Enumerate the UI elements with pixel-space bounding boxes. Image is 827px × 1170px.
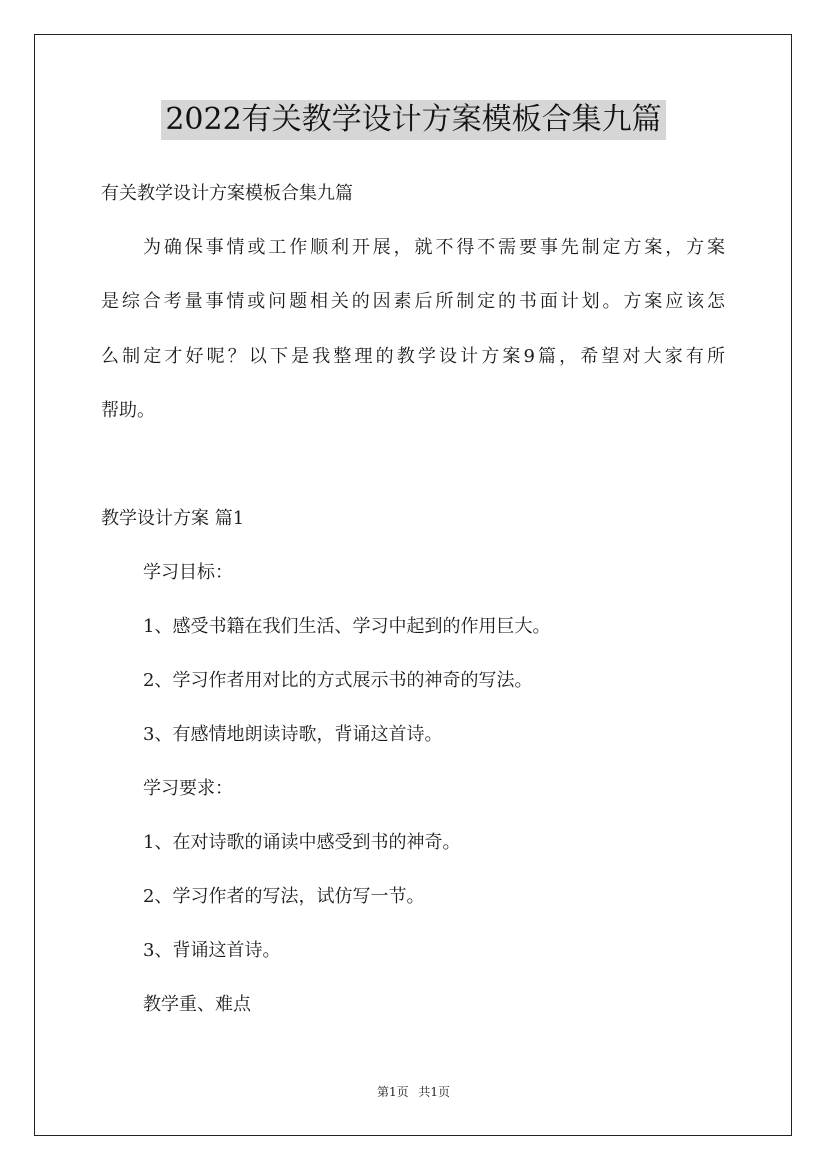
goals-heading: 学习目标： bbox=[143, 562, 233, 583]
requirements-heading: 学习要求： bbox=[143, 778, 233, 799]
document-subtitle: 有关教学设计方案模板合集九篇 bbox=[101, 183, 353, 204]
key-points-heading: 教学重、难点 bbox=[143, 994, 251, 1015]
intro-line-2: 是综合考量事情或问题相关的因素后所制定的书面计划。方案应该怎 bbox=[101, 291, 725, 312]
requirement-item-1: 1、在对诗歌的诵读中感受到书的神奇。 bbox=[143, 832, 461, 853]
intro-line-4: 帮助。 bbox=[101, 400, 155, 421]
page-number-total: 共1页 bbox=[418, 1085, 451, 1099]
goal-item-2: 2、学习作者用对比的方式展示书的神奇的写法。 bbox=[143, 670, 533, 691]
page-number-current: 第1页 bbox=[376, 1085, 409, 1099]
intro-line-3: 么制定才好呢？以下是我整理的教学设计方案9篇，希望对大家有所 bbox=[101, 346, 725, 367]
intro-line-1: 为确保事情或工作顺利开展，就不得不需要事先制定方案，方案 bbox=[143, 237, 725, 258]
page-footer bbox=[0, 1084, 827, 1100]
document-title bbox=[0, 100, 827, 140]
goal-item-1: 1、感受书籍在我们生活、学习中起到的作用巨大。 bbox=[143, 616, 551, 637]
section-heading: 教学设计方案 篇1 bbox=[101, 508, 245, 529]
requirement-item-2: 2、学习作者的写法，试仿写一节。 bbox=[143, 886, 425, 907]
requirement-item-3: 3、背诵这首诗。 bbox=[143, 940, 281, 961]
goal-item-3: 3、有感情地朗读诗歌，背诵这首诗。 bbox=[143, 724, 443, 745]
document-title-text: 2022有关教学设计方案模板合集九篇 bbox=[161, 100, 665, 140]
